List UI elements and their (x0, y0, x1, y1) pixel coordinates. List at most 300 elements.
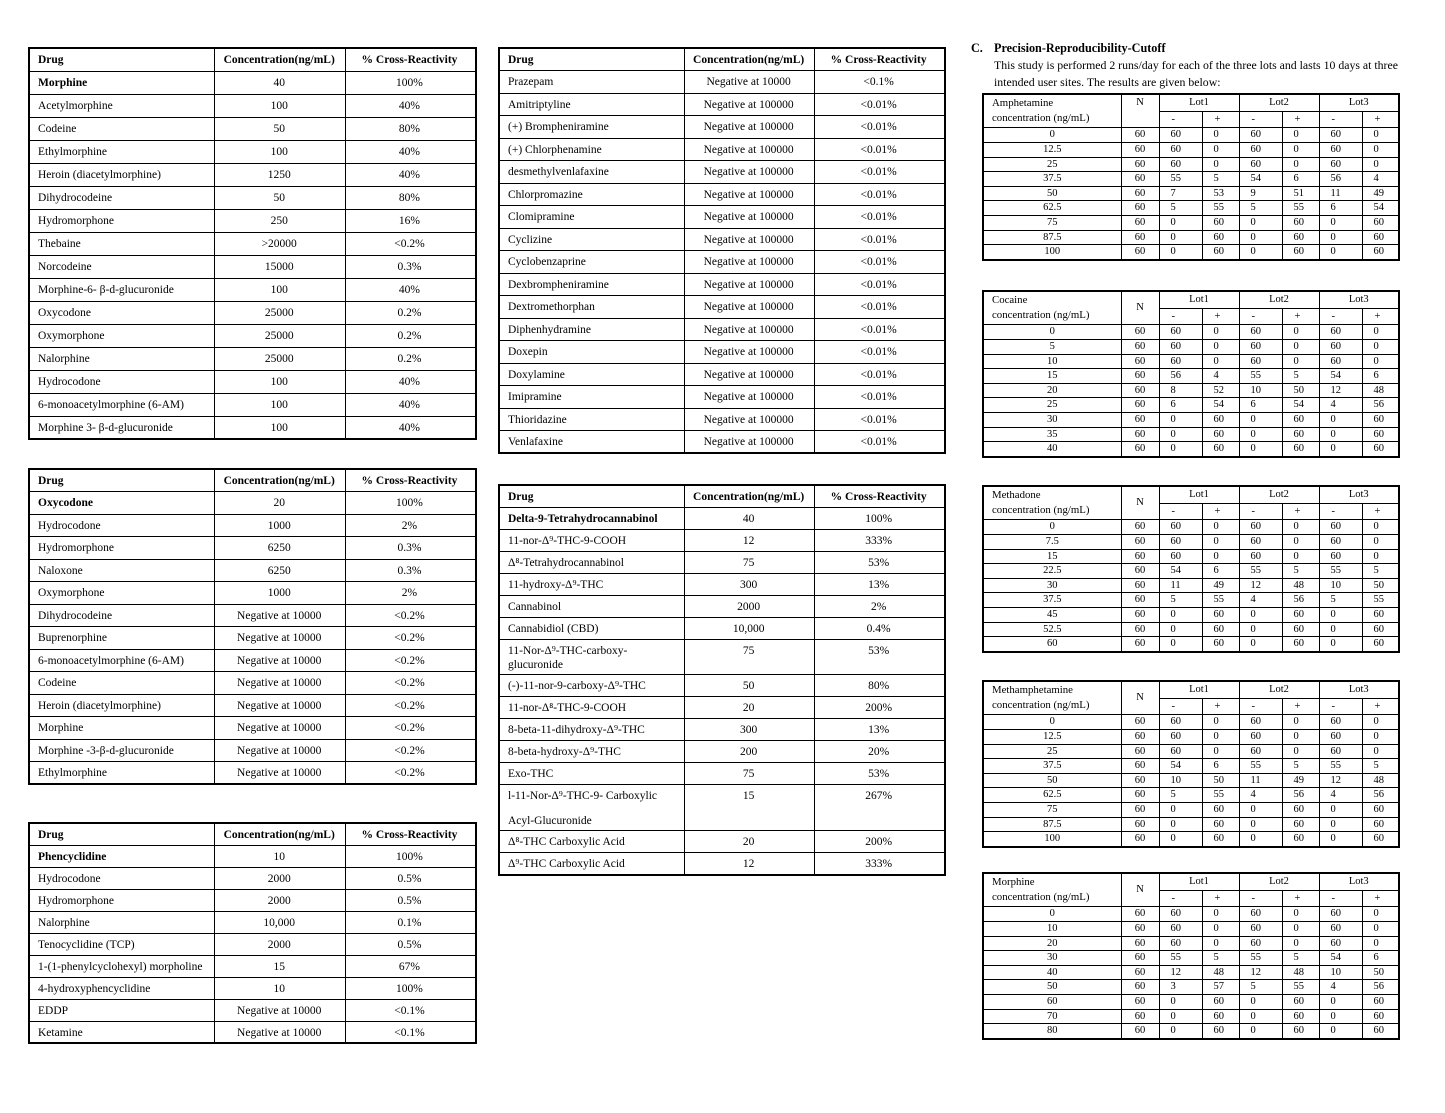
n-cell: 60 (1121, 832, 1159, 847)
drug-cell: Dihydrocodeine (29, 604, 215, 627)
lot-count-cell: 60 (1282, 803, 1319, 818)
concentration-cell: 0 (983, 907, 1121, 922)
lot-count-cell: 0 (1239, 442, 1282, 457)
concentration-cell: 100 (983, 832, 1121, 847)
drug-cell: Imipramine (499, 386, 685, 409)
cross-reactivity-cell: <0.01% (815, 228, 945, 251)
table-row (29, 94, 476, 117)
cross-reactivity-column-header: % Cross-Reactivity (815, 48, 945, 71)
lot-count-cell: 60 (1282, 622, 1319, 637)
lot-count-cell: 60 (1362, 427, 1399, 442)
table-row (983, 383, 1399, 398)
lot-count-cell: 0 (1362, 142, 1399, 157)
lot-count-cell: 0 (1202, 534, 1239, 549)
header-row (29, 823, 476, 845)
header-row (29, 48, 476, 71)
cross-reactivity-cell: <0.2% (345, 694, 476, 717)
n-cell: 60 (1121, 965, 1159, 980)
lot-count-cell: 10 (1319, 578, 1362, 593)
lot-count-cell: 60 (1362, 1009, 1399, 1024)
table-row (983, 951, 1399, 966)
lot-count-cell: 0 (1159, 216, 1202, 231)
lot-count-cell: 60 (1319, 325, 1362, 340)
n-cell: 60 (1121, 593, 1159, 608)
lot-count-cell: 0 (1202, 549, 1239, 564)
analyte-header (983, 681, 1121, 715)
cross-reactivity-cell: 0.3% (345, 559, 476, 582)
concentration-cell: Negative at 10000 (215, 649, 346, 672)
header-row (29, 469, 476, 492)
oxycodone-cross-reactivity-table (28, 468, 477, 785)
lot-count-cell: 60 (1159, 354, 1202, 369)
lot-count-cell: 55 (1159, 951, 1202, 966)
lot-count-cell: 5 (1282, 564, 1319, 579)
n-cell: 60 (1121, 413, 1159, 428)
lot-count-cell: 55 (1239, 369, 1282, 384)
lot-count-cell: 54 (1202, 398, 1239, 413)
table-row (499, 161, 945, 184)
cross-reactivity-cell: 333% (815, 529, 945, 551)
negative-sign-header: - (1319, 308, 1362, 325)
cross-reactivity-cell: <0.2% (345, 232, 476, 255)
drug-cell: Ethylmorphine (29, 762, 215, 785)
table-row (29, 117, 476, 140)
positive-sign-header: + (1362, 111, 1399, 128)
positive-sign-header: + (1202, 111, 1239, 128)
cross-reactivity-cell: 53% (815, 639, 945, 675)
lot-count-cell: 0 (1202, 907, 1239, 922)
lot-count-cell: 60 (1202, 817, 1239, 832)
lot-count-cell: 60 (1282, 427, 1319, 442)
cross-reactivity-cell: <0.01% (815, 341, 945, 364)
cross-reactivity-cell: <0.2% (345, 604, 476, 627)
drug-cell: Morphine (29, 717, 215, 740)
cross-reactivity-cell: 80% (815, 675, 945, 697)
lot-count-cell: 48 (1362, 773, 1399, 788)
lot-count-cell: 6 (1319, 201, 1362, 216)
concentration-cell: 35 (983, 427, 1121, 442)
lot-count-cell: 0 (1319, 637, 1362, 652)
lot-count-cell: 55 (1159, 172, 1202, 187)
lot-count-cell: 56 (1282, 788, 1319, 803)
drug-cell: Buprenorphine (29, 627, 215, 650)
lot-count-cell: 60 (1202, 995, 1239, 1010)
n-cell: 60 (1121, 157, 1159, 172)
concentration-cell: Negative at 100000 (685, 251, 815, 274)
lot-count-cell: 0 (1159, 245, 1202, 260)
table-row (499, 206, 945, 229)
lot-count-cell: 60 (1202, 1009, 1239, 1024)
concentration-cell: 45 (983, 608, 1121, 623)
lot-column-header: Lot2 (1239, 486, 1319, 503)
positive-sign-header: + (1282, 111, 1319, 128)
lot-count-cell: 54 (1159, 564, 1202, 579)
cross-reactivity-cell: <0.01% (815, 93, 945, 116)
table-row (983, 622, 1399, 637)
concentration-cell: 100 (215, 278, 346, 301)
table-row (499, 431, 945, 454)
lot-count-cell: 55 (1319, 759, 1362, 774)
concentration-cell: 25000 (215, 347, 346, 370)
concentration-cell: 75 (983, 216, 1121, 231)
lot-count-cell: 60 (1319, 142, 1362, 157)
header-row (983, 486, 1399, 503)
lot-count-cell: 8 (1159, 383, 1202, 398)
cross-reactivity-cell: 100% (345, 492, 476, 515)
concentration-cell: Negative at 10000 (215, 717, 346, 740)
lot-count-cell: 60 (1239, 520, 1282, 535)
lot-count-cell: 0 (1362, 715, 1399, 730)
concentration-cell: 20 (215, 492, 346, 515)
lot-count-cell: 60 (1202, 216, 1239, 231)
lot-count-cell: 12 (1239, 965, 1282, 980)
drug-name-line: l-11-Nor-Δ⁹-THC-9- Carboxylic (508, 790, 658, 803)
lot-count-cell: 5 (1282, 951, 1319, 966)
concentration-cell: 75 (685, 639, 815, 675)
concentration-cell: 10 (983, 354, 1121, 369)
lot-count-cell: 5 (1239, 980, 1282, 995)
negative-compounds-table (498, 47, 946, 454)
table-row (29, 163, 476, 186)
lot-count-cell: 60 (1282, 817, 1319, 832)
drug-cell: Chlorpromazine (499, 183, 685, 206)
cross-reactivity-cell: 200% (815, 831, 945, 853)
table-row (983, 128, 1399, 143)
concentration-cell: 50 (215, 186, 346, 209)
lot-count-cell: 10 (1159, 773, 1202, 788)
concentration-cell: 300 (685, 573, 815, 595)
concentration-cell: 2000 (215, 867, 346, 889)
analyte-header (983, 291, 1121, 325)
cross-reactivity-cell: 100% (345, 71, 476, 94)
table-row (29, 71, 476, 94)
table-row (983, 744, 1399, 759)
drug-cell: Δ⁸-Tetrahydrocannabinol (499, 551, 685, 573)
methamphetamine-precision-table (982, 680, 1398, 848)
lot-count-cell: 49 (1362, 186, 1399, 201)
table-row (499, 551, 945, 573)
table-row (983, 995, 1399, 1010)
analyte-name: Amphetamine (992, 97, 1054, 109)
lot-count-cell: 4 (1239, 788, 1282, 803)
n-cell: 60 (1121, 186, 1159, 201)
lot-count-cell: 0 (1239, 608, 1282, 623)
lot-count-cell: 5 (1202, 951, 1239, 966)
concentration-cell: 60 (983, 995, 1121, 1010)
table-row (983, 354, 1399, 369)
lot-count-cell: 0 (1282, 549, 1319, 564)
table-row (29, 739, 476, 762)
lot-count-cell: 5 (1319, 593, 1362, 608)
concentration-cell: 25000 (215, 324, 346, 347)
thc-table (498, 484, 946, 876)
n-cell: 60 (1121, 759, 1159, 774)
drug-cell: 11-nor-Δ⁹-THC-9-COOH (499, 529, 685, 551)
concentration-cell: Negative at 10000 (215, 672, 346, 695)
drug-cell: Cannabidiol (CBD) (499, 617, 685, 639)
concentration-cell: 80 (983, 1024, 1121, 1039)
table-row (499, 719, 945, 741)
drug-cell: Oxymorphone (29, 324, 215, 347)
table-row (29, 301, 476, 324)
lot-count-cell: 60 (1319, 157, 1362, 172)
n-column-header: N (1121, 94, 1159, 128)
table-row (983, 729, 1399, 744)
lot-count-cell: 4 (1319, 398, 1362, 413)
n-cell: 60 (1121, 936, 1159, 951)
concentration-cell: 30 (983, 413, 1121, 428)
concentration-cell: 50 (685, 675, 815, 697)
lot-count-cell: 0 (1319, 622, 1362, 637)
cross-reactivity-cell: 0.2% (345, 324, 476, 347)
concentration-cell: 20 (983, 383, 1121, 398)
lot-count-cell: 0 (1282, 907, 1319, 922)
lot-count-cell: 0 (1362, 354, 1399, 369)
lot-count-cell: 0 (1282, 534, 1319, 549)
lot-count-cell: 0 (1202, 936, 1239, 951)
positive-sign-header: + (1362, 698, 1399, 715)
morphine-table (28, 47, 477, 440)
concentration-cell: 10 (215, 845, 346, 867)
concentration-cell: Negative at 100000 (685, 161, 815, 184)
lot-count-cell: 60 (1362, 608, 1399, 623)
concentration-cell: 12 (685, 853, 815, 875)
lot-count-cell: 11 (1319, 186, 1362, 201)
lot-count-cell: 0 (1282, 128, 1319, 143)
drug-cell: Heroin (diacetylmorphine) (29, 694, 215, 717)
lot-count-cell: 5 (1202, 172, 1239, 187)
drug-cell: Venlafaxine (499, 431, 685, 454)
lot-count-cell: 60 (1239, 142, 1282, 157)
table-row (29, 955, 476, 977)
lot-count-cell: 0 (1202, 142, 1239, 157)
lot-count-cell: 56 (1362, 980, 1399, 995)
table-row (983, 564, 1399, 579)
lot-count-cell: 55 (1319, 564, 1362, 579)
drug-cell: Cannabinol (499, 595, 685, 617)
concentration-cell: 30 (983, 951, 1121, 966)
concentration-cell: Negative at 10000 (215, 1021, 346, 1043)
negative-sign-header: - (1159, 890, 1202, 907)
table-row (29, 999, 476, 1021)
lot-count-cell: 0 (1362, 936, 1399, 951)
lot-count-cell: 60 (1202, 637, 1239, 652)
lot-count-cell: 49 (1202, 578, 1239, 593)
lot-count-cell: 49 (1282, 773, 1319, 788)
lot-count-cell: 0 (1362, 534, 1399, 549)
concentration-column-header: Concentration(ng/mL) (215, 823, 346, 845)
concentration-cell: 15 (685, 785, 815, 831)
concentration-cell: 12.5 (983, 142, 1121, 157)
drug-cell: Diphenhydramine (499, 318, 685, 341)
concentration-cell: 52.5 (983, 622, 1121, 637)
lot-count-cell: 52 (1202, 383, 1239, 398)
lot-count-cell: 56 (1362, 788, 1399, 803)
concentration-cell: 300 (685, 719, 815, 741)
negative-sign-header: - (1239, 111, 1282, 128)
table-row (29, 370, 476, 393)
lot-count-cell: 60 (1319, 907, 1362, 922)
lot-count-cell: 50 (1202, 773, 1239, 788)
drug-cell: 6-monoacetylmorphine (6-AM) (29, 393, 215, 416)
table-row (983, 817, 1399, 832)
table-row (983, 788, 1399, 803)
lot-count-cell: 0 (1362, 549, 1399, 564)
concentration-cell: 37.5 (983, 593, 1121, 608)
lot-count-cell: 0 (1239, 622, 1282, 637)
lot-count-cell: 56 (1362, 398, 1399, 413)
negative-sign-header: - (1319, 111, 1362, 128)
negative-sign-header: - (1239, 698, 1282, 715)
table-row (29, 845, 476, 867)
lot-count-cell: 0 (1239, 637, 1282, 652)
lot-count-cell: 55 (1239, 951, 1282, 966)
n-cell: 60 (1121, 369, 1159, 384)
lot-count-cell: 0 (1239, 817, 1282, 832)
lot-count-cell: 60 (1239, 549, 1282, 564)
table-row (983, 398, 1399, 413)
lot-count-cell: 48 (1362, 383, 1399, 398)
lot-count-cell: 0 (1319, 1009, 1362, 1024)
drug-column-header: Drug (499, 48, 685, 71)
lot-count-cell: 60 (1202, 413, 1239, 428)
cross-reactivity-cell: 0.2% (345, 301, 476, 324)
cross-reactivity-cell: 40% (345, 393, 476, 416)
drug-cell: Amitriptyline (499, 93, 685, 116)
drug-cell: Prazepam (499, 71, 685, 94)
analyte-header (983, 873, 1121, 907)
drug-column-header: Drug (499, 485, 685, 507)
lot-count-cell: 60 (1282, 442, 1319, 457)
lot-column-header: Lot3 (1319, 486, 1399, 503)
negative-sign-header: - (1319, 890, 1362, 907)
morphine-precision-table (982, 872, 1398, 1040)
lot-count-cell: 0 (1159, 230, 1202, 245)
concentration-cell: 12.5 (983, 729, 1121, 744)
lot-count-cell: 60 (1319, 534, 1362, 549)
lot-count-cell: 0 (1159, 1024, 1202, 1039)
lot-count-cell: 0 (1159, 637, 1202, 652)
cross-reactivity-cell: <0.01% (815, 273, 945, 296)
lot-count-cell: 60 (1282, 230, 1319, 245)
negative-sign-header: - (1239, 890, 1282, 907)
lot-count-cell: 0 (1239, 995, 1282, 1010)
concentration-cell: 2000 (685, 595, 815, 617)
concentration-cell: 12 (685, 529, 815, 551)
drug-column-header: Drug (29, 823, 215, 845)
drug-cell: Oxycodone (29, 492, 215, 515)
cross-reactivity-cell: 40% (345, 416, 476, 439)
lot-count-cell: 0 (1319, 832, 1362, 847)
cross-reactivity-cell: <0.2% (345, 762, 476, 785)
lot-count-cell: 60 (1282, 245, 1319, 260)
table-row (499, 408, 945, 431)
table-row (499, 853, 945, 875)
positive-sign-header: + (1282, 308, 1319, 325)
lot-count-cell: 0 (1159, 622, 1202, 637)
lot-count-cell: 56 (1282, 593, 1319, 608)
cross-reactivity-cell: <0.2% (345, 627, 476, 650)
lot-count-cell: 4 (1362, 172, 1399, 187)
lot-count-cell: 60 (1159, 549, 1202, 564)
table-row (983, 142, 1399, 157)
concentration-cell: Negative at 10000 (685, 71, 815, 94)
section-c-description: This study is performed 2 runs/day for each of the three lots and lasts 10 days at three intended user sites. The results are given below: (994, 58, 1398, 89)
drug-cell: 1-(1-phenylcyclohexyl) morpholine (29, 955, 215, 977)
concentration-cell: 7.5 (983, 534, 1121, 549)
lot-count-cell: 54 (1319, 951, 1362, 966)
cross-reactivity-cell: 2% (345, 582, 476, 605)
drug-cell: (+) Chlorphenamine (499, 138, 685, 161)
lot-count-cell: 0 (1282, 921, 1319, 936)
lot-count-cell: 0 (1282, 339, 1319, 354)
lot-count-cell: 60 (1159, 534, 1202, 549)
concentration-cell: 25000 (215, 301, 346, 324)
drug-cell: Tenocyclidine (TCP) (29, 933, 215, 955)
concentration-cell: 30 (983, 578, 1121, 593)
drug-cell: Nalorphine (29, 911, 215, 933)
lot-count-cell: 60 (1159, 715, 1202, 730)
lot-count-cell: 60 (1159, 729, 1202, 744)
lot-count-cell: 60 (1362, 216, 1399, 231)
table-row (983, 325, 1399, 340)
lot-count-cell: 0 (1159, 608, 1202, 623)
table-row (499, 251, 945, 274)
lot-count-cell: 5 (1282, 369, 1319, 384)
cross-reactivity-cell: 53% (815, 551, 945, 573)
lot-count-cell: 60 (1362, 803, 1399, 818)
table-row (29, 977, 476, 999)
cross-reactivity-cell: 0.5% (345, 889, 476, 911)
n-column-header: N (1121, 291, 1159, 325)
lot-count-cell: 60 (1159, 128, 1202, 143)
header-row (499, 48, 945, 71)
lot-count-cell: 60 (1159, 157, 1202, 172)
drug-column-header: Drug (29, 469, 215, 492)
lot-count-cell: 60 (1319, 936, 1362, 951)
lot-count-cell: 0 (1202, 744, 1239, 759)
lot-count-cell: 60 (1159, 907, 1202, 922)
table-row (29, 347, 476, 370)
table-row (29, 416, 476, 439)
n-cell: 60 (1121, 637, 1159, 652)
concentration-cell: 10,000 (685, 617, 815, 639)
lot-count-cell: 12 (1319, 383, 1362, 398)
n-cell: 60 (1121, 788, 1159, 803)
concentration-cell: Negative at 100000 (685, 318, 815, 341)
concentration-cell: 100 (215, 393, 346, 416)
lot-count-cell: 5 (1159, 201, 1202, 216)
concentration-cell: 40 (215, 71, 346, 94)
lot-count-cell: 0 (1362, 128, 1399, 143)
lot-count-cell: 60 (1282, 608, 1319, 623)
n-cell: 60 (1121, 980, 1159, 995)
lot-count-cell: 60 (1239, 907, 1282, 922)
concentration-cell: Negative at 100000 (685, 138, 815, 161)
analyte-name: Methadone (992, 489, 1041, 501)
concentration-cell: 50 (983, 186, 1121, 201)
concentration-cell: 22.5 (983, 564, 1121, 579)
cross-reactivity-cell: 0.1% (345, 911, 476, 933)
lot-count-cell: 60 (1282, 832, 1319, 847)
concentration-cell: Negative at 10000 (215, 627, 346, 650)
morphine-table (982, 872, 1400, 1040)
lot-count-cell: 60 (1319, 715, 1362, 730)
concentration-cell: 250 (215, 209, 346, 232)
concentration-cell: 50 (215, 117, 346, 140)
table-row (983, 980, 1399, 995)
concentration-cell: 1000 (215, 582, 346, 605)
